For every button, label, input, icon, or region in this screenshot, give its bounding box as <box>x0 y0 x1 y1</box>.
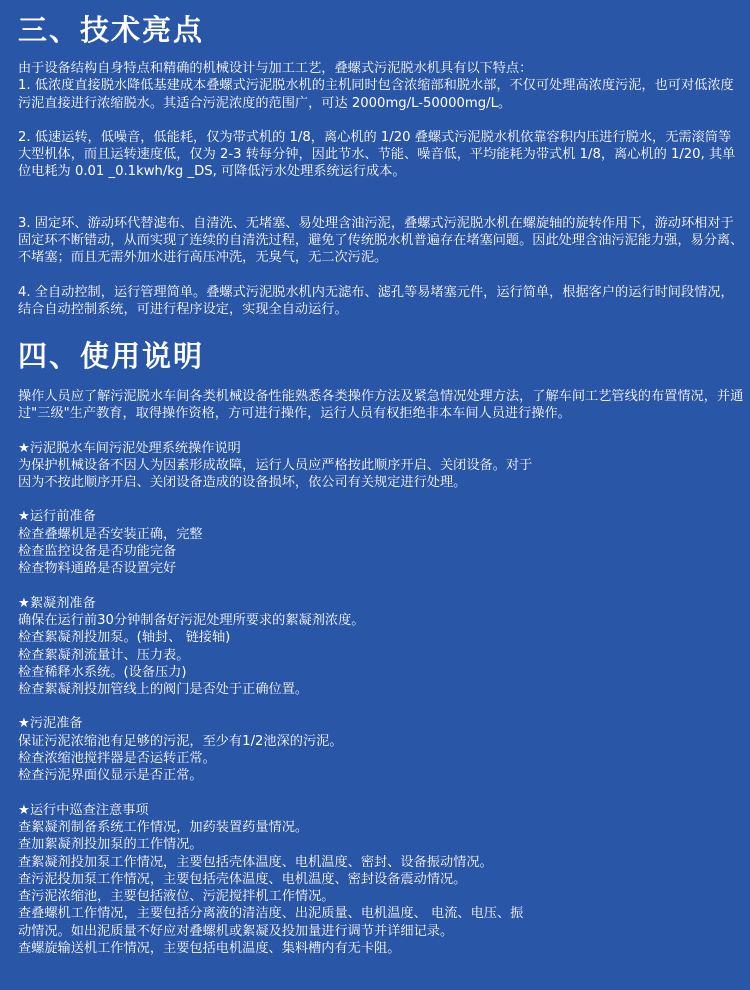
group-heading: ★絮凝剂准备 <box>18 595 96 611</box>
group-line: 查加絮凝剂投加泵的工作情况。 <box>18 837 203 853</box>
group-heading: ★运行前准备 <box>18 509 96 525</box>
tech-highlight-1: 1. 低浓度直接脱水降低基建成本叠螺式污泥脱水机的主机同时包含浓缩部和脱水部，不仅可处理高浓度污泥，也可对低浓度污泥直接进行浓缩脱水。其适合污泥浓度的范围广，可达 2000mg/L-50000mg/L。 <box>18 78 734 111</box>
section-title-tech-highlights: 三、技术亮点 <box>18 13 205 47</box>
group-line: 因为不按此顺序开启、关闭设备造成的设备损坏，依公司有关规定进行处理。 <box>18 475 467 491</box>
group-heading: ★污泥准备 <box>18 716 83 732</box>
usage-intro: 操作人员应了解污泥脱水车间各类机械设备性能熟悉各类操作方法及紧急情况处理方法，了解车间工艺管线的布置情况，并通过"三级"生产教育，取得操作资格，方可进行操作，运行人员有权拒绝非本车间人员进行操作。 <box>18 389 744 422</box>
group-line: 确保在运行前30分钟制备好污泥处理所要求的絮凝剂浓度。 <box>18 612 365 628</box>
tech-highlight-3: 3. 固定环、游动环代替滤布、自清洗、无堵塞、易处理含油污泥，叠螺式污泥脱水机在螺旋轴的旋转作用下，游动环相对于固定环不断错动，从而实现了连续的自清洗过程，避免了传统脱水机普遍存在堵塞问题。因此处理含油污泥能力强，易分离、不堵塞；而且无需外加水进行高压冲洗，无臭气，无二次污泥。 <box>18 215 744 266</box>
group-line: 动情况。如出泥质量不好应对叠螺机或絮凝及投加量进行调节并详细记录。 <box>18 923 454 939</box>
usage-body <box>18 388 744 957</box>
group-line: 查螺旋输送机工作情况，主要包括电机温度、集料槽内有无卡阻。 <box>18 941 401 957</box>
group-line: 检查叠螺机是否安装正确，完整 <box>18 526 203 542</box>
tech-highlight-4: 4. 全自动控制，运行管理简单。叠螺式污泥脱水机内无滤布、滤孔等易堵塞元件，运行简单，根据客户的运行时间段情况，结合自动控制系统，可进行程序设定，实现全自动运行。 <box>18 284 734 317</box>
tech-highlight-2: 2. 低速运转，低噪音，低能耗，仅为带式机的 1/8，离心机的 1/20 叠螺式污泥脱水机依靠容积内压进行脱水，无需滚筒等大型机体，而且运转速度低，仅为 2-3 转每分钟，因此节水、节能、噪音低，平均能耗为带式机 1/8，离心机的 1/20, 其单位电耗为 0.01 _0.1kwh/kg _DS, 可降低污水处理系统运行成本。 <box>18 129 736 180</box>
group-heading: ★运行中巡查注意事项 <box>18 802 149 818</box>
group-line: 查絮凝剂制备系统工作情况，加药装置药量情况。 <box>18 819 309 835</box>
section-title-usage: 四、使用说明 <box>18 339 205 373</box>
group-line: 查絮凝剂投加泵工作情况，主要包括壳体温度、电机温度、密封、设备振动情况。 <box>18 854 493 870</box>
group-line: 检查絮凝剂流量计、压力表。 <box>18 647 190 663</box>
group-line: 检查稀释水系统。(设备压力) <box>18 664 187 680</box>
group-line: 检查物料通路是否设置完好 <box>18 561 177 577</box>
group-line: 查叠螺机工作情况，主要包括分离液的清洁度、出泥质量、电机温度、 电流、电压、振 <box>18 906 524 922</box>
group-line: 保证污泥浓缩池有足够的污泥，至少有1/2池深的污泥。 <box>18 733 343 749</box>
group-line: 检查污泥界面仪显示是否正常。 <box>18 768 203 784</box>
group-line: 检查絮凝剂投加泵。(轴封、 链接轴) <box>18 630 231 646</box>
group-line: 查污泥浓缩池，主要包括液位、污泥搅拌机工作情况。 <box>18 889 335 905</box>
group-heading: ★污泥脱水车间污泥处理系统操作说明 <box>18 440 241 456</box>
group-line: 检查絮凝剂投加管线上的阀门是否处于正确位置。 <box>18 682 309 698</box>
tech-highlights-body <box>18 60 744 318</box>
group-line: 检查浓缩池搅拌器是否运转正常。 <box>18 751 216 767</box>
group-line: 查污泥投加泵工作情况，主要包括壳体温度、电机温度、密封设备震动情况。 <box>18 871 467 887</box>
group-line: 为保护机械设备不因人为因素形成故障，运行人员应严格按此顺序开启、关闭设备。对于 <box>18 457 533 473</box>
tech-highlights-intro: 由于设备结构自身特点和精确的机械设计与加工工艺，叠螺式污泥脱水机具有以下特点： <box>18 61 533 76</box>
group-line: 检查监控设备是否功能完备 <box>18 544 177 560</box>
